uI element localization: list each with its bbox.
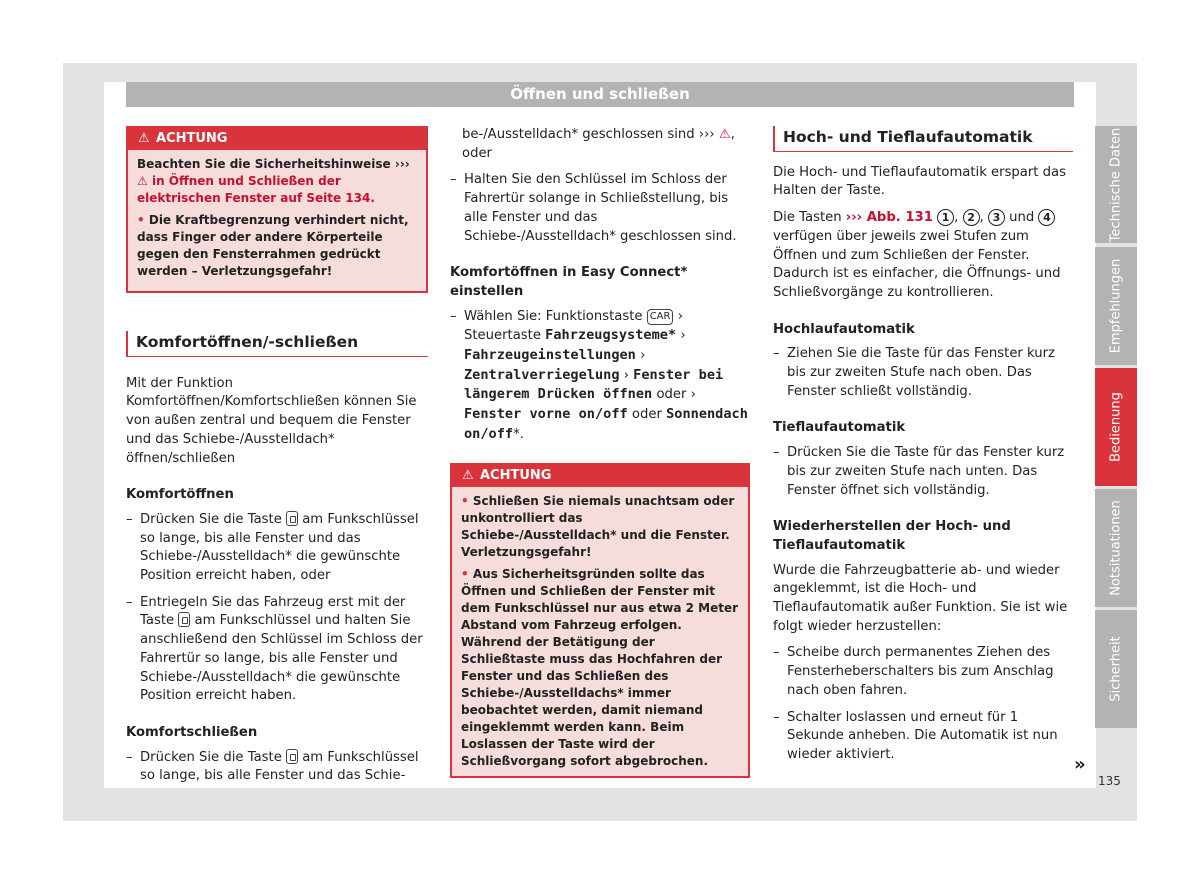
crossref-link[interactable]: in Öffnen und Schließen der elektrischen Fenster auf Seite 134. (137, 174, 375, 205)
column-left (126, 126, 428, 786)
column-middle (450, 126, 750, 778)
menu-path: Zentralverriegelung (464, 366, 620, 383)
warning-body: Beachten Sie die Sicherheitshinweise ››› ⚠ in Öffnen und Schließen der elektrischen Fenster auf Seite 134. • Die Kraftbegrenzung verhindert nicht, dass Finger oder andere Körperteile gegen den Fensterrahmen gedrückt werden – Verletzungsgefahr! (137, 157, 410, 278)
warning-icon: ⚠ (462, 467, 474, 483)
page-number: 135 (1098, 774, 1121, 788)
car-key-icon: CAR (647, 309, 674, 325)
continue-marker: » (1074, 754, 1086, 775)
paragraph: Mit der Funktion Komfortöffnen/Komfortschließen können Sie von außen zentral und bequem die Fenster und das Schiebe-/Ausstelldach* öffnen/schließen (126, 375, 417, 466)
menu-path: Fenster vorne on/off (464, 406, 628, 423)
subheading: Komfortöffnen (126, 487, 234, 503)
paragraph: Die Tasten ››› Abb. 131 1 , 2 , 3 und 4 verfügen über jeweils zwei Stufen zum Öffnen und zum Schließen der Fenster. Dadurch ist es einfacher, die Öffnungs- und Schließvorgänge zu kontrollieren. (773, 210, 1061, 300)
menu-path: Sonnendach on/off (464, 406, 748, 442)
page-header: Öffnen und schließen (126, 82, 1074, 107)
list-item: – Ziehen Sie die Taste für das Fenster kurz bis zur zweiten Stufe nach oben. Das Fenster schließt vollständig. (773, 346, 1055, 399)
column-right (773, 126, 1073, 765)
side-tab-empfehlungen[interactable]: Empfehlungen (1095, 247, 1137, 365)
paragraph: Die Hoch- und Tieflaufautomatik erspart das Halten der Taste. (773, 164, 1066, 199)
side-tab-bedienung[interactable]: Bedienung (1095, 368, 1137, 486)
callout-3: 3 (988, 209, 1005, 226)
list-item: – Schalter loslassen und erneut für 1 Sekunde anheben. Die Automatik ist nun wieder aktiviert. (773, 709, 1058, 762)
list-item: – Drücken Sie die Taste am Funkschlüssel so lange, bis alle Fenster und das Schie- (126, 749, 419, 784)
paragraph: Wurde die Fahrzeugbatterie ab- und wieder angeklemmt, ist die Hoch- und Tieflaufautomatik außer Funktion. Sie ist wie folgt wieder herzustellen: (773, 562, 1068, 634)
list-item: – Drücken Sie die Taste am Funkschlüssel so lange, bis alle Fenster und das Schiebe-/Ausstelldach* die gewünschte Position erreicht haben, oder (126, 511, 419, 584)
menu-path: Fahrzeugeinstellungen (464, 347, 636, 364)
callout-1: 1 (937, 209, 954, 226)
continued-text: be-/Ausstelldach* geschlossen sind ››› ⚠, oder (462, 127, 735, 161)
warning-icon: ⚠ (718, 127, 731, 142)
warning-body: • Schließen Sie niemals unachtsam oder unkontrolliert das Schiebe-/Ausstelldach* und die Fenster. Verletzungsgefahr! • Aus Sicherheitsgründen sollte das Öffnen und Schließen der Fenster mit dem Funkschlüssel nur aus etwa 2 Meter Abstand vom Fahrzeug erfolgen. Während der Betätigung der Schließtaste muss das Hochfahren der Fenster und das Schließen des Schiebe-/Ausstelldachs* immer beobachtet werden, damit niemand eingeklemmt werden kann. Beim Loslassen der Taste wird der Schließvorgang sofort abgebrochen. (461, 493, 739, 768)
subheading: Hochlaufautomatik (773, 321, 915, 337)
section-title: Hoch- und Tieflaufautomatik (773, 126, 1073, 152)
list-item: – Entriegeln Sie das Fahrzeug erst mit der Taste am Funkschlüssel und halten Sie anschließend den Schlüssel im Schloss der Fahrertür so lange, bis alle Fenster und Schiebe-/Ausstelldach* die gewünschte Position erreicht haben. (126, 594, 423, 704)
warning-icon: ⚠ (137, 174, 148, 188)
callout-4: 4 (1038, 209, 1055, 226)
unlock-key-icon (178, 612, 190, 627)
side-tab-technische-daten[interactable]: Technische Daten (1095, 126, 1137, 243)
subheading: Tieflaufautomatik (773, 420, 906, 436)
subheading: Wiederherstellen der Hoch- und Tieflaufautomatik (773, 519, 1011, 553)
warning-icon: ⚠ (138, 131, 150, 146)
subheading: Komfortöffnen in Easy Connect* einstellen (450, 265, 688, 299)
list-item: – Halten Sie den Schlüssel im Schloss der Fahrertür solange in Schließstellung, bis alle Fenster und das Schiebe-/Ausstelldach* geschlossen sind. (450, 172, 737, 244)
lock-key-icon (286, 511, 298, 526)
side-tab-sicherheit[interactable]: Sicherheit (1095, 610, 1137, 728)
side-tab-notsituationen[interactable]: Notsituationen (1095, 489, 1137, 607)
figure-ref-link[interactable]: ››› Abb. 131 (845, 210, 933, 226)
section-title: Komfortöffnen/-schließen (126, 331, 428, 357)
menu-path: Fahrzeugsysteme* (545, 327, 677, 344)
subheading: Komfortschließen (126, 724, 258, 740)
list-item: – Drücken Sie die Taste für das Fenster kurz bis zur zweiten Stufe nach unten. Das Fenster öffnet sich vollständig. (773, 445, 1065, 498)
warning-title: ⚠ ACHTUNG (128, 128, 426, 150)
callout-2: 2 (963, 209, 980, 226)
warning-box (126, 126, 428, 293)
warning-box (450, 463, 750, 778)
warning-title: ⚠ ACHTUNG (452, 465, 748, 487)
menu-path: Fenster bei längerem Drücken öffnen (464, 366, 724, 403)
lock-key-icon (286, 749, 298, 764)
list-item: – Wählen Sie: Funktionstaste CAR › Steuertaste Fahrzeugsysteme* › Fahrzeugeinstellungen › Zentralverriegelung › Fenster bei längerem Drücken öffnen oder › Fenster vorne on/off oder Sonnendach on/off*. (450, 308, 748, 442)
list-item: – Scheibe durch permanentes Ziehen des Fensterheberschalters bis zum Anschlag nach oben fahren. (773, 645, 1054, 698)
